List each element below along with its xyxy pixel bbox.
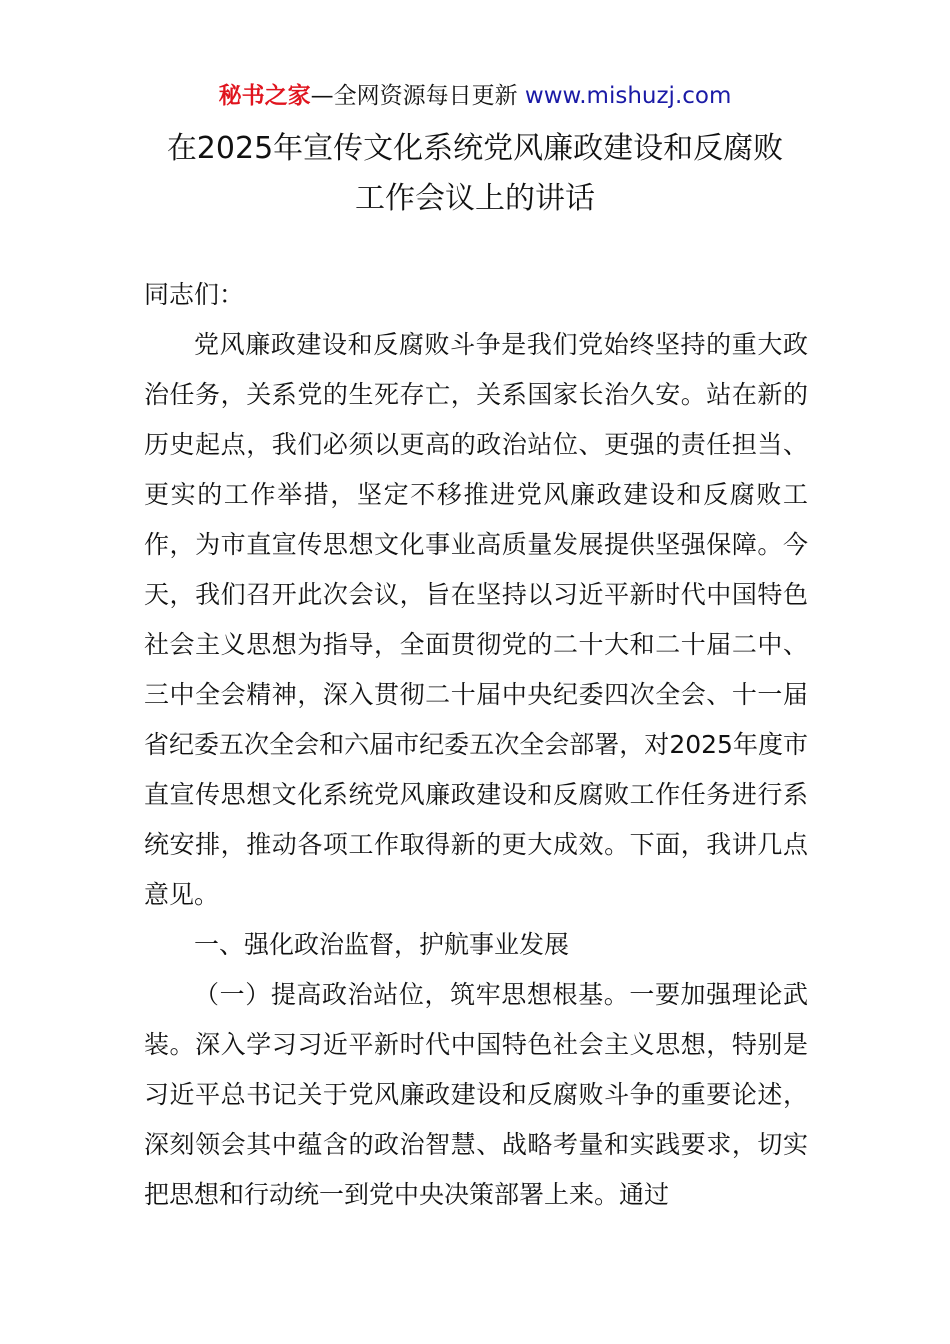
salutation: 同志们： [144,280,245,309]
body-paragraph: 党风廉政建设和反腐败斗争是我们党始终坚持的重大政治任务，关系党的生死存亡，关系国家长治久安。站在新的历史起点，我们必须以更高的政治站位、更强的责任担当、更实的工作举措，坚定不移推进党风廉政建设和反腐败工作，为市直宣传思想文化事业高质量发展提供坚强保障。今天，我们召开此次会议，旨在坚持以习近平新时代中国特色社会主义思想为指导，全面贯彻党的二十大和二十届二中、三中全会精神，深入贯彻二十届中央纪委四次全会、十一届省纪委五次全会和六届市纪委五次全会部署，对2025年度市直宣传思想文化系统党风廉政建设和反腐败工作任务进行系统安排，推动各项工作取得新的更大成效。下面，我讲几点意见。 [144,330,808,909]
site-name: 秘书之家 [218,83,311,109]
site-url-link[interactable]: www.mishuzj.com [524,83,732,109]
document-body [144,270,808,1220]
title-line-1: 在2025年宣传文化系统党风廉政建设和反腐败 [166,131,784,166]
title-line-2: 工作会议上的讲话 [355,181,595,216]
document-title [100,124,850,224]
site-tagline: —全网资源每日更新 [310,83,518,109]
subsection-paragraph: （一）提高政治站位，筑牢思想根基。一要加强理论武装。深入学习习近平新时代中国特色社会主义思想，特别是习近平总书记关于党风廉政建设和反腐败斗争的重要论述，深刻领会其中蕴含的政治智慧、战略考量和实践要求，切实把思想和行动统一到党中央决策部署上来。通过 [144,980,808,1209]
site-header [0,80,950,112]
section-heading: 一、强化政治监督，护航事业发展 [194,930,570,959]
